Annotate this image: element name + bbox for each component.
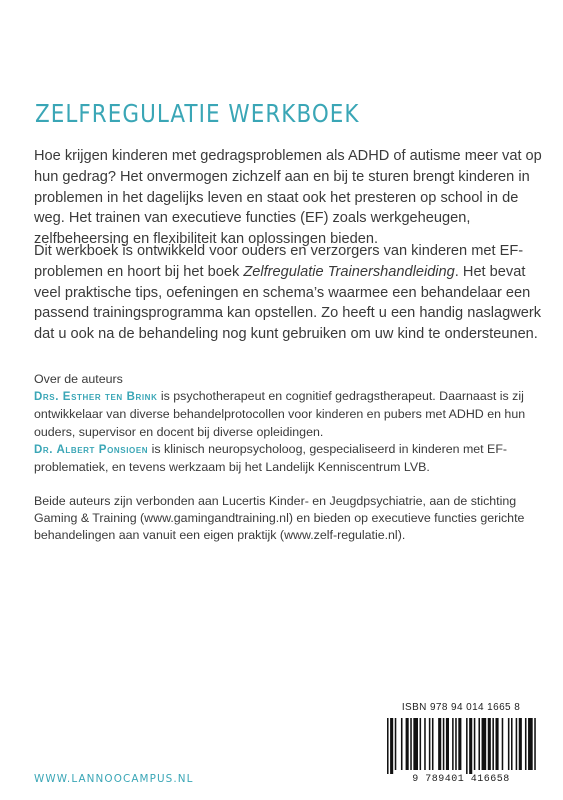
barcode-bar (387, 718, 389, 774)
barcode-bar (446, 718, 449, 770)
book-title: ZELFREGULATIE WERKBOEK (35, 98, 360, 128)
barcode-bar (413, 718, 418, 770)
barcode-bar (508, 718, 510, 770)
publisher-website: WWW.LANNOOCAMPUS.NL (34, 773, 194, 785)
barcode-bar (519, 718, 522, 770)
barcode-bar (516, 718, 518, 770)
barcode-bar (406, 718, 409, 770)
barcode-bar (390, 718, 393, 774)
barcode-bar (525, 718, 527, 770)
barcode-bar (420, 718, 422, 770)
author-bio-text-2: is klinisch neuropsycholoog, gespecialiseerd in kinderen met EF-problematiek, en tevens werkzaam bij het Landelijk Kenniscentrum LVB. (34, 441, 508, 475)
author-name-1: Drs. Esther ten Brink (34, 391, 158, 404)
barcode-bar (511, 718, 513, 770)
barcode-bar (488, 718, 491, 770)
intro-paragraph: Hoe krijgen kinderen met gedragsproblemen als ADHD of autisme meer vat op hun gedrag? Het onvermogen zichzelf aan en bij te sturen brengt kinderen in problemen in het dagelijks leven en staat ook het presteren op school in de weg. Het trainen van executieve functies (EF) zoals werkgeheugen, zelfbeheersing en flexibiliteit kan oplossingen bieden. (34, 148, 542, 248)
barcode-digits: 9 789401 416658 (412, 774, 510, 785)
barcode-bar (534, 718, 536, 770)
barcode-bar (482, 718, 487, 770)
barcode-bar (401, 718, 403, 770)
barcode-bar (458, 718, 461, 770)
barcode-bar (492, 718, 494, 770)
author-bio-2 (34, 441, 544, 476)
author-bio-text-1: is psychotherapeut en cognitief gedragstherapeut. Daarnaast is zij ontwikkelaar van diverse behandelprotocollen voor kinderen en pubers met ADHD en hun ouders, supervisor en docent bij diverse opleidingen. (34, 389, 526, 439)
description-text-end: . Het bevat veel praktische tips, oefeningen en schema’s waarmee een behandelaar een passend trainingsprogramma kan opstellen. Zo heeft u een handig naslagwerk dat u ook na de behandeling nog kunt gebruiken om uw kind te ondersteunen. (34, 263, 542, 343)
affiliation-paragraph: Beide auteurs zijn verbonden aan Lucertis Kinder- en Jeugdpsychiatrie, aan de stichting Gaming & Training (www.gamingandtraining.nl) en bieden op executieve functies gerichte behandelingen aan vanuit een eigen praktijk (www.zelf-regulatie.nl). (34, 494, 525, 543)
referenced-book-title: Zelfregulatie Trainershandleiding (243, 263, 455, 280)
barcode-bar (466, 718, 468, 774)
barcode-bar (429, 718, 431, 770)
barcode-bar (443, 718, 445, 770)
barcode-bar (432, 718, 434, 770)
barcode-bar (455, 718, 457, 770)
barcode-bar (469, 718, 472, 774)
barcode-bar (496, 718, 499, 770)
barcode-bar (395, 718, 397, 770)
barcode-bar (502, 718, 504, 770)
barcode-bar (438, 718, 441, 770)
description-text-start: Dit werkboek is ontwikkeld voor ouders en verzorgers van kinderen met EF-problemen en hoort bij het boek (34, 243, 524, 280)
isbn-label: ISBN 978 94 014 1665 8 (401, 702, 521, 713)
author-name-2: Dr. Albert Ponsioen (34, 443, 149, 456)
about-authors-section (34, 371, 544, 476)
about-authors-heading: Over de auteurs (34, 372, 123, 386)
description-paragraph (34, 241, 544, 345)
barcode-bar (424, 718, 426, 770)
author-bio-1 (34, 388, 544, 441)
barcode-bar (528, 718, 533, 770)
barcode-bar (452, 718, 454, 770)
barcode-bar (474, 718, 476, 770)
barcode-bar (410, 718, 412, 770)
isbn-barcode (377, 702, 545, 790)
barcode-bar (478, 718, 480, 770)
barcode-bars (385, 718, 537, 774)
